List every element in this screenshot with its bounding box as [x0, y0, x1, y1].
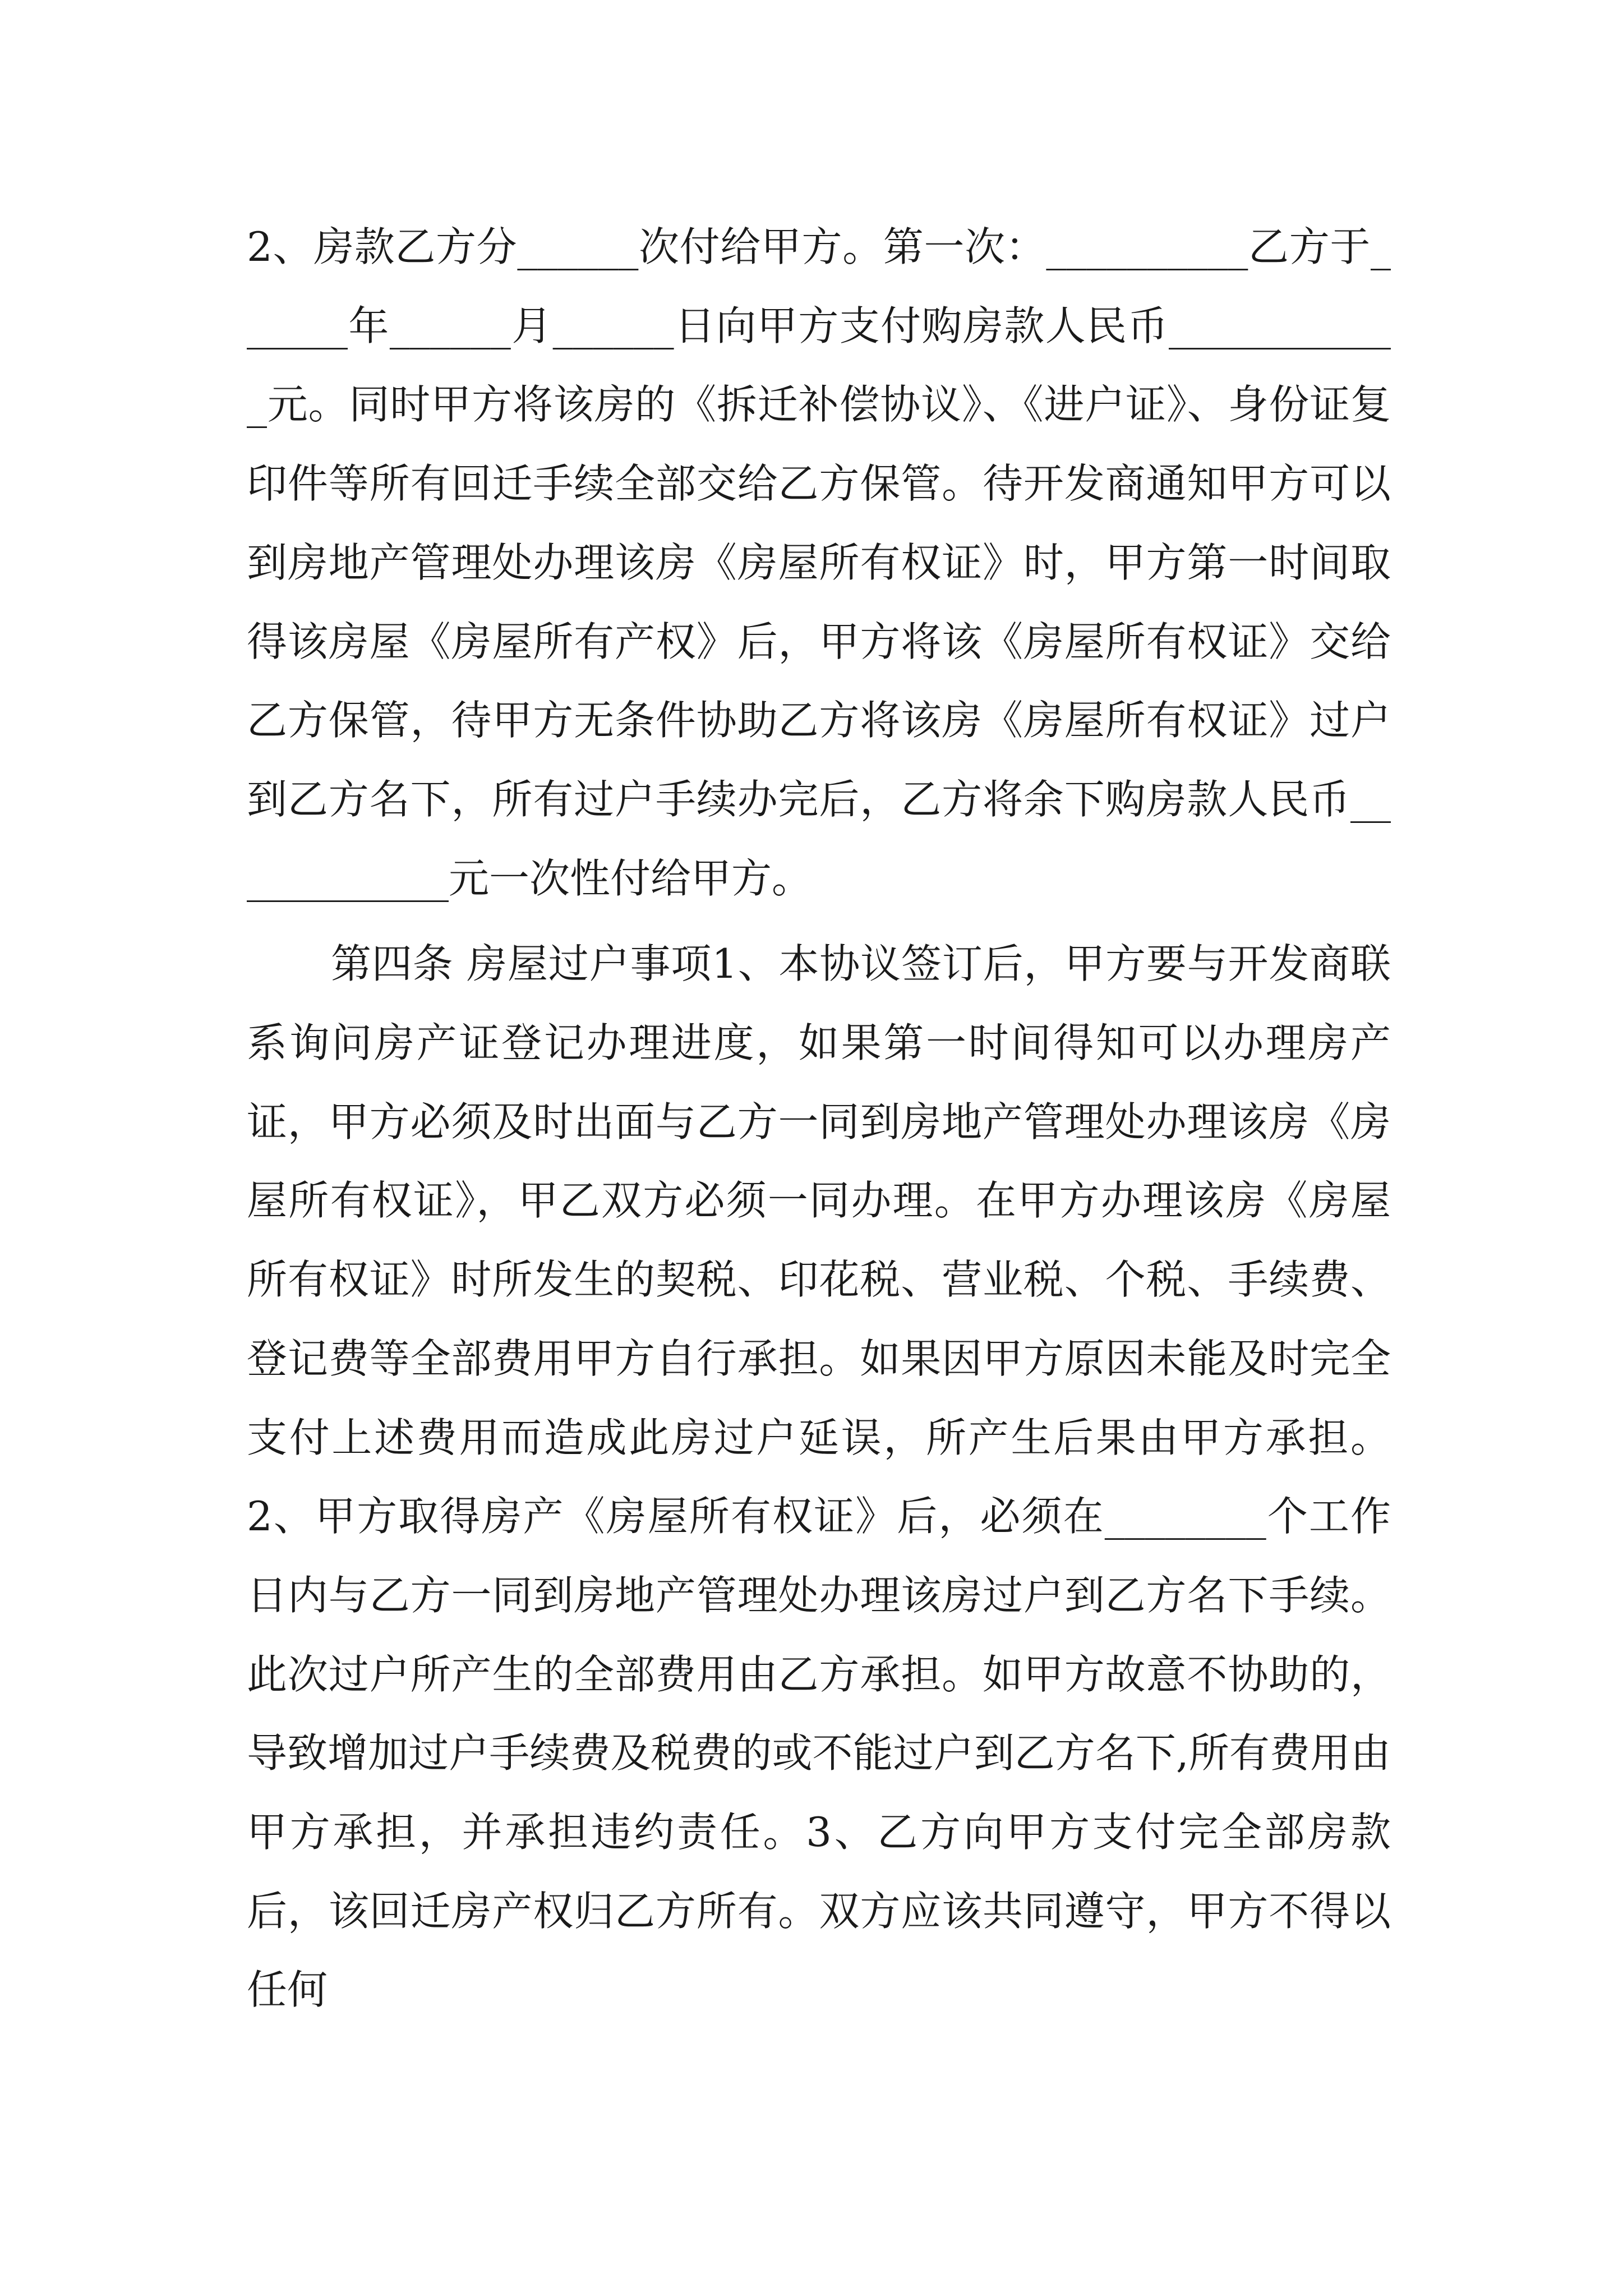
- paragraph-article-four-transfer: 第四条 房屋过户事项1、本协议签订后，甲方要与开发商联系询问房产证登记办理进度，如果第一时间得知可以办理房产证，甲方必须及时出面与乙方一同到房地产管理处办理该房《房屋所有权证》，甲乙双方必须一同办理。在甲方办理该房《房屋所有权证》时所发生的契税、印花税、营业税、个税、手续费、登记费等全部费用甲方自行承担。如果因甲方原因未能及时完全支付上述费用而造成此房过户延误，所产生后果由甲方承担。2、甲方取得房产《房屋所有权证》后，必须在________个工作日内与乙方一同到房地产管理处办理该房过户到乙方名下手续。此次过户所产生的全部费用由乙方承担。如甲方故意不协助的，导致增加过户手续费及税费的或不能过户到乙方名下,所有费用由甲方承担，并承担违约责任。3、乙方向甲方支付完全部房款后，该回迁房产权归乙方所有。双方应该共同遵守，甲方不得以任何: [247, 940, 1391, 2014]
- document-body: [247, 208, 1391, 2030]
- paragraph-payment-terms: 2、房款乙方分______次付给甲方。第一次：__________乙方于______年______月______日向甲方支付购房款人民币____________元。同时甲方将该房的《拆迁补偿协议》、《进户证》、身份证复印件等所有回迁手续全部交给乙方保管。待开发商通知甲方可以到房地产管理处办理该房《房屋所有权证》时，甲方第一时间取得该房屋《房屋所有产权》后，甲方将该《房屋所有权证》交给乙方保管，待甲方无条件协助乙方将该房《房屋所有权证》过户到乙方名下，所有过户手续办完后，乙方将余下购房款人民币____________元一次性付给甲方。: [247, 223, 1391, 902]
